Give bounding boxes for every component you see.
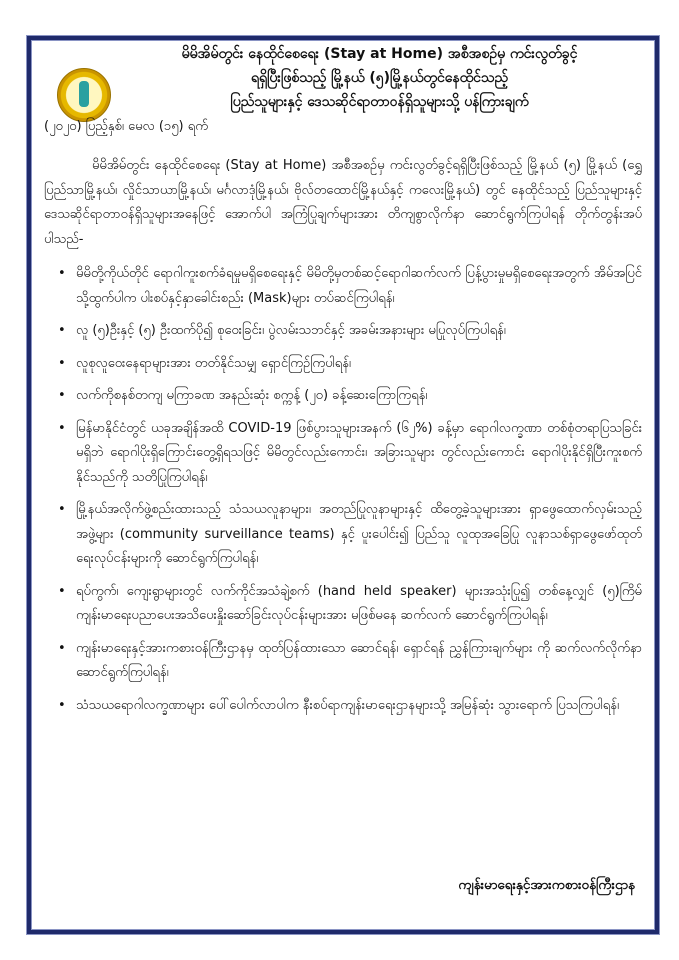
list-item-text: သံသယရောဂါလက္ခဏာများ ပေါ်ပေါက်လာပါက နီးစပ်ရာကျန်းမာရေးဌာနများသို့ အမြန်ဆုံး သွားရောက် ပြသကြပါရန်၊ [76, 697, 620, 713]
guidance-list [44, 262, 642, 726]
list-item [44, 580, 642, 629]
list-item-text: ကျန်းမာရေးနှင့်အားကစားဝန်ကြီးဌာနမှ ထုတ်ပြန်ထားသော ဆောင်ရန်၊ ရှောင်ရန် ညွှန်ကြားချက်များ ကို ဆက်လက်လိုက်နာဆောင်ရွက်ကြပါရန်၊ [76, 640, 642, 680]
list-item [44, 319, 642, 344]
bullet-icon: • [58, 697, 66, 713]
bullet-icon: • [58, 266, 66, 281]
notice-date: (၂၀၂၀) ပြည့်နှစ်၊ မေလ (၁၅) ရက် [44, 119, 208, 134]
list-item-text: ရပ်ကွက်၊ ကျေးရွာများတွင် လက်ကိုင်အသံချဲ့စက် (hand held speaker) များအသုံးပြု၍ တစ်နေ့လျှင် (၅)ကြိမ် ကျန်းမာရေးပညာပေးအသိပေးနှိုးဆော်ခြင်းလုပ်ငန်းများအား မဖြစ်မနေ ဆက်လက် ဆောင်ရွက်ကြပါရန်၊ [76, 583, 642, 623]
list-item-text: လက်ကိုစနစ်တကျ မကြာခဏ အနည်းဆုံး စက္ကန့် (၂၀) ခန့်ဆေးကြောကြရန်၊ [76, 388, 428, 403]
ministry-emblem-logo [57, 68, 111, 122]
bullet-icon: • [58, 323, 66, 338]
notice-title [110, 42, 649, 114]
issuing-ministry-signature: ကျန်းမာရေးနှင့်အားကစားဝန်ကြီးဌာန [458, 877, 635, 893]
title-line-3: ပြည်သူများနှင့် ဒေသဆိုင်ရာတာဝန်ရှိသူများသို့ ပန်ကြားချက် [230, 94, 529, 110]
list-item [44, 352, 642, 377]
list-item [44, 384, 642, 409]
bullet-icon: • [58, 355, 66, 371]
list-item-text: လူစုလူဝေးနေရာများအား တတ်နိုင်သမျှ ရှောင်ကြဉ်ကြပါရန်၊ [76, 355, 351, 371]
bullet-icon: • [58, 420, 66, 436]
title-line-1: မိမိအိမ်တွင်း နေထိုင်စေရေး (Stay at Home) အစီအစဉ်မှ ကင်းလွတ်ခွင့် [181, 46, 578, 62]
list-item-text: မိမိတို့ကိုယ်တိုင် ရောဂါကူးစက်ခံရမှုမရှိစေရေးနှင့် မိမိတို့မှတစ်ဆင့်ရောဂါဆက်လက် ပြန့်ပွားမှုမရှိစေရေးအတွက် အိမ်အပြင်သို့ထွက်ပါက ပါးစပ်နှင့်နှာခေါင်းစည်း (Mask)များ တပ်ဆင်ကြပါရန်၊ [76, 266, 642, 306]
list-item [44, 498, 642, 572]
list-item-text: မြန်မာနိုင်ငံတွင် ယခုအချိန်အထိ COVID-19 ဖြစ်ပွားသူများအနက် (၆၂%) ခန့်မှာ ရောဂါလက္ခဏာ တစ်စုံတရာပြသခြင်းမရှိဘဲ ရောဂါပိုးရှိကြောင်းတွေ့ရှိရသဖြင့် မိမိတွင်လည်းကောင်း၊ အခြားသူများ တွင်လည်းကောင်း ရောဂါပိုးနိုင်ရှိပြီးကူးစက်နိုင်သည်ကို သတိပြုကြပါရန်၊ [76, 420, 642, 485]
bullet-icon: • [58, 502, 66, 517]
list-item [44, 262, 642, 311]
bullet-icon: • [58, 583, 66, 599]
bullet-icon: • [58, 388, 66, 403]
list-item-text: မြို့နယ်အလိုက်ဖွဲ့စည်းထားသည့် သံသယလူနာများ၊ အတည်ပြုလူနာများနှင့် ထိတွေ့ခဲ့သူများအား ရှာဖွေထောက်လှမ်းသည့်အဖွဲ့များ (community surveillance teams) နှင့် ပူးပေါင်း၍ ပြည်သူ လူထုအခြေပြု လူနာသစ်ရှာဖွေဖော်ထုတ်ရေးလုပ်ငန်းများကို ဆောင်ရွက်ကြပါရန်၊ [76, 502, 642, 566]
list-item-text: လူ (၅)ဦးနှင့် (၅) ဦးထက်ပို၍ စုဝေးခြင်း၊ ပွဲလမ်းသဘင်နှင့် အခမ်းအနားများ မပြုလုပ်ကြပါရန်၊ [76, 323, 506, 338]
title-line-2: ရရှိပြီးဖြစ်သည့် မြို့နယ် (၅)မြို့နယ်တွင်နေထိုင်သည့် [251, 70, 508, 86]
bullet-icon: • [58, 640, 66, 656]
list-item [44, 694, 642, 719]
list-item [44, 637, 642, 686]
list-item [44, 417, 642, 491]
intro-paragraph: မိမိအိမ်တွင်း နေထိုင်စေရေး (Stay at Home) အစီအစဉ်မှ ကင်းလွတ်ခွင့်ရရှိပြီးဖြစ်သည့် မြို့နယ် (၅) မြို့နယ် (ရွှေပြည်သာမြို့နယ်၊ လှိုင်သာယာမြို့နယ်၊ မင်္ဂလာဒုံမြို့နယ်၊ ဗိုလ်တထောင်မြို့နယ်နှင့် ကလေးမြို့နယ်) တွင် နေထိုင်သည့် ပြည်သူများနှင့် ဒေသဆိုင်ရာတာဝန်ရှိသူများအနေဖြင့် အောက်ပါ အကြံပြုချက်များအား တိကျစွာလိုက်နာ ဆောင်ရွက်ကြပါရန် တိုက်တွန်းအပ်ပါသည်- [44, 158, 642, 247]
